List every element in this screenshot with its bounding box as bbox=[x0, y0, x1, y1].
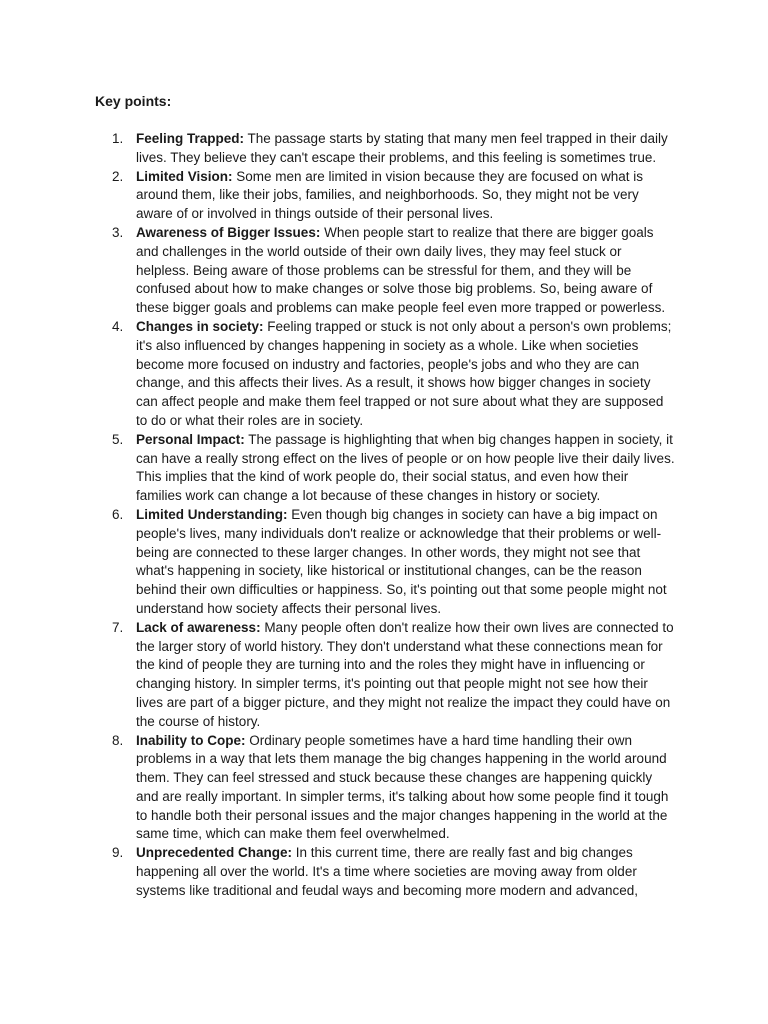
list-number: 3. bbox=[112, 224, 124, 240]
point-text: The passage starts by stating that many men feel trapped in their daily lives. They believe they can't escape their problems, and this feeling is sometimes true. bbox=[136, 131, 668, 165]
point-text: Many people often don't realize how their own lives are connected to the larger story of world history. They don't understand what these connections mean for the kind of people they are turning into and the roles they might have in influencing or changing history. In simpler terms, it's pointing out that people might not see how their lives are part of a bigger picture, and they might not realize the impact they could have on the course of history. bbox=[136, 619, 674, 729]
point-lead: Awareness of Bigger Issues: bbox=[136, 224, 321, 240]
list-item-5 bbox=[0, 431, 676, 506]
list-number: 2. bbox=[112, 168, 124, 184]
point-lead: Feeling Trapped: bbox=[136, 131, 245, 146]
list-number: 5. bbox=[112, 431, 124, 447]
list-number: 9. bbox=[112, 845, 124, 861]
point-text: Feeling trapped or stuck is not only about a person's own problems; it's also influenced by changes happening in society as a whole. Like when societies become more focused on industry and factories, people's jobs and who they are can change, and this affects their lives. As a result, it shows how bigger changes in society can affect people and make them feel trapped or not sure about what they are supposed to do or what their roles are in society. bbox=[136, 318, 672, 428]
point-lead: Personal Impact: bbox=[136, 431, 245, 447]
point-lead: Changes in society: bbox=[136, 318, 264, 334]
list-item-4 bbox=[0, 318, 676, 431]
list-item-1 bbox=[0, 130, 676, 168]
point-lead: Inability to Cope: bbox=[136, 732, 246, 748]
point-text: Some men are limited in vision because they are focused on what is around them, like their jobs, families, and neighborhoods. So, they might not be very aware of or involved in things outside of their personal lives. bbox=[136, 168, 643, 222]
point-lead: Limited Vision: bbox=[136, 168, 233, 184]
point-text: The passage is highlighting that when big changes happen in society, it can have a really strong effect on the lives of people or on how people live their daily lives. This implies that the kind of work people do, their social status, and even how their families work can change a lot because of these changes in history or society. bbox=[136, 431, 675, 504]
list-number: 8. bbox=[112, 732, 124, 748]
point-lead: Lack of awareness: bbox=[136, 619, 261, 635]
point-lead: Limited Understanding: bbox=[136, 506, 288, 522]
point-text: In this current time, there are really fast and big changes happening all over the world. It's a time where societies are moving away from older systems like traditional and feudal ways and becoming more modern and advanced, bbox=[136, 845, 639, 898]
list-item-8 bbox=[0, 732, 676, 845]
point-text: Even though big changes in society can have a big impact on people's lives, many individuals don't realize or acknowledge that their problems or well-being are connected to these larger changes. In other words, they might not see that what's happening in society, like historical or institutional changes, can be the reason behind their own difficulties or happiness. So, it's pointing out that some people might not understand how society affects their personal lives. bbox=[136, 506, 667, 616]
list-number: 7. bbox=[112, 619, 124, 635]
list-number: 6. bbox=[112, 506, 124, 522]
list-item-2 bbox=[0, 168, 676, 224]
list-item-9 bbox=[0, 844, 676, 900]
list-item-6 bbox=[0, 506, 676, 619]
list-item-7 bbox=[0, 619, 676, 732]
key-points-list bbox=[0, 130, 768, 901]
list-item-3 bbox=[0, 224, 676, 318]
point-lead: Unprecedented Change: bbox=[136, 845, 293, 861]
list-number: 4. bbox=[112, 318, 124, 334]
page-heading: Key points: bbox=[95, 93, 172, 109]
point-text: When people start to realize that there are bigger goals and challenges in the world outside of their own daily lives, they may feel stuck or helpless. Being aware of those problems can be stressful for them, and they will be confused about how to make changes or solve those big problems. So, being aware of these bigger goals and problems can make people feel even more trapped or powerless. bbox=[136, 224, 666, 316]
point-text: Ordinary people sometimes have a hard time handling their own problems in a way that lets them manage the big changes happening in the world around them. They can feel stressed and stuck because these changes are happening quickly and are really important. In simpler terms, it's talking about how some people find it tough to handle both their personal issues and the major changes happening in the world at the same time, which can make them feel overwhelmed. bbox=[136, 732, 669, 842]
list-number: 1. bbox=[112, 131, 124, 146]
